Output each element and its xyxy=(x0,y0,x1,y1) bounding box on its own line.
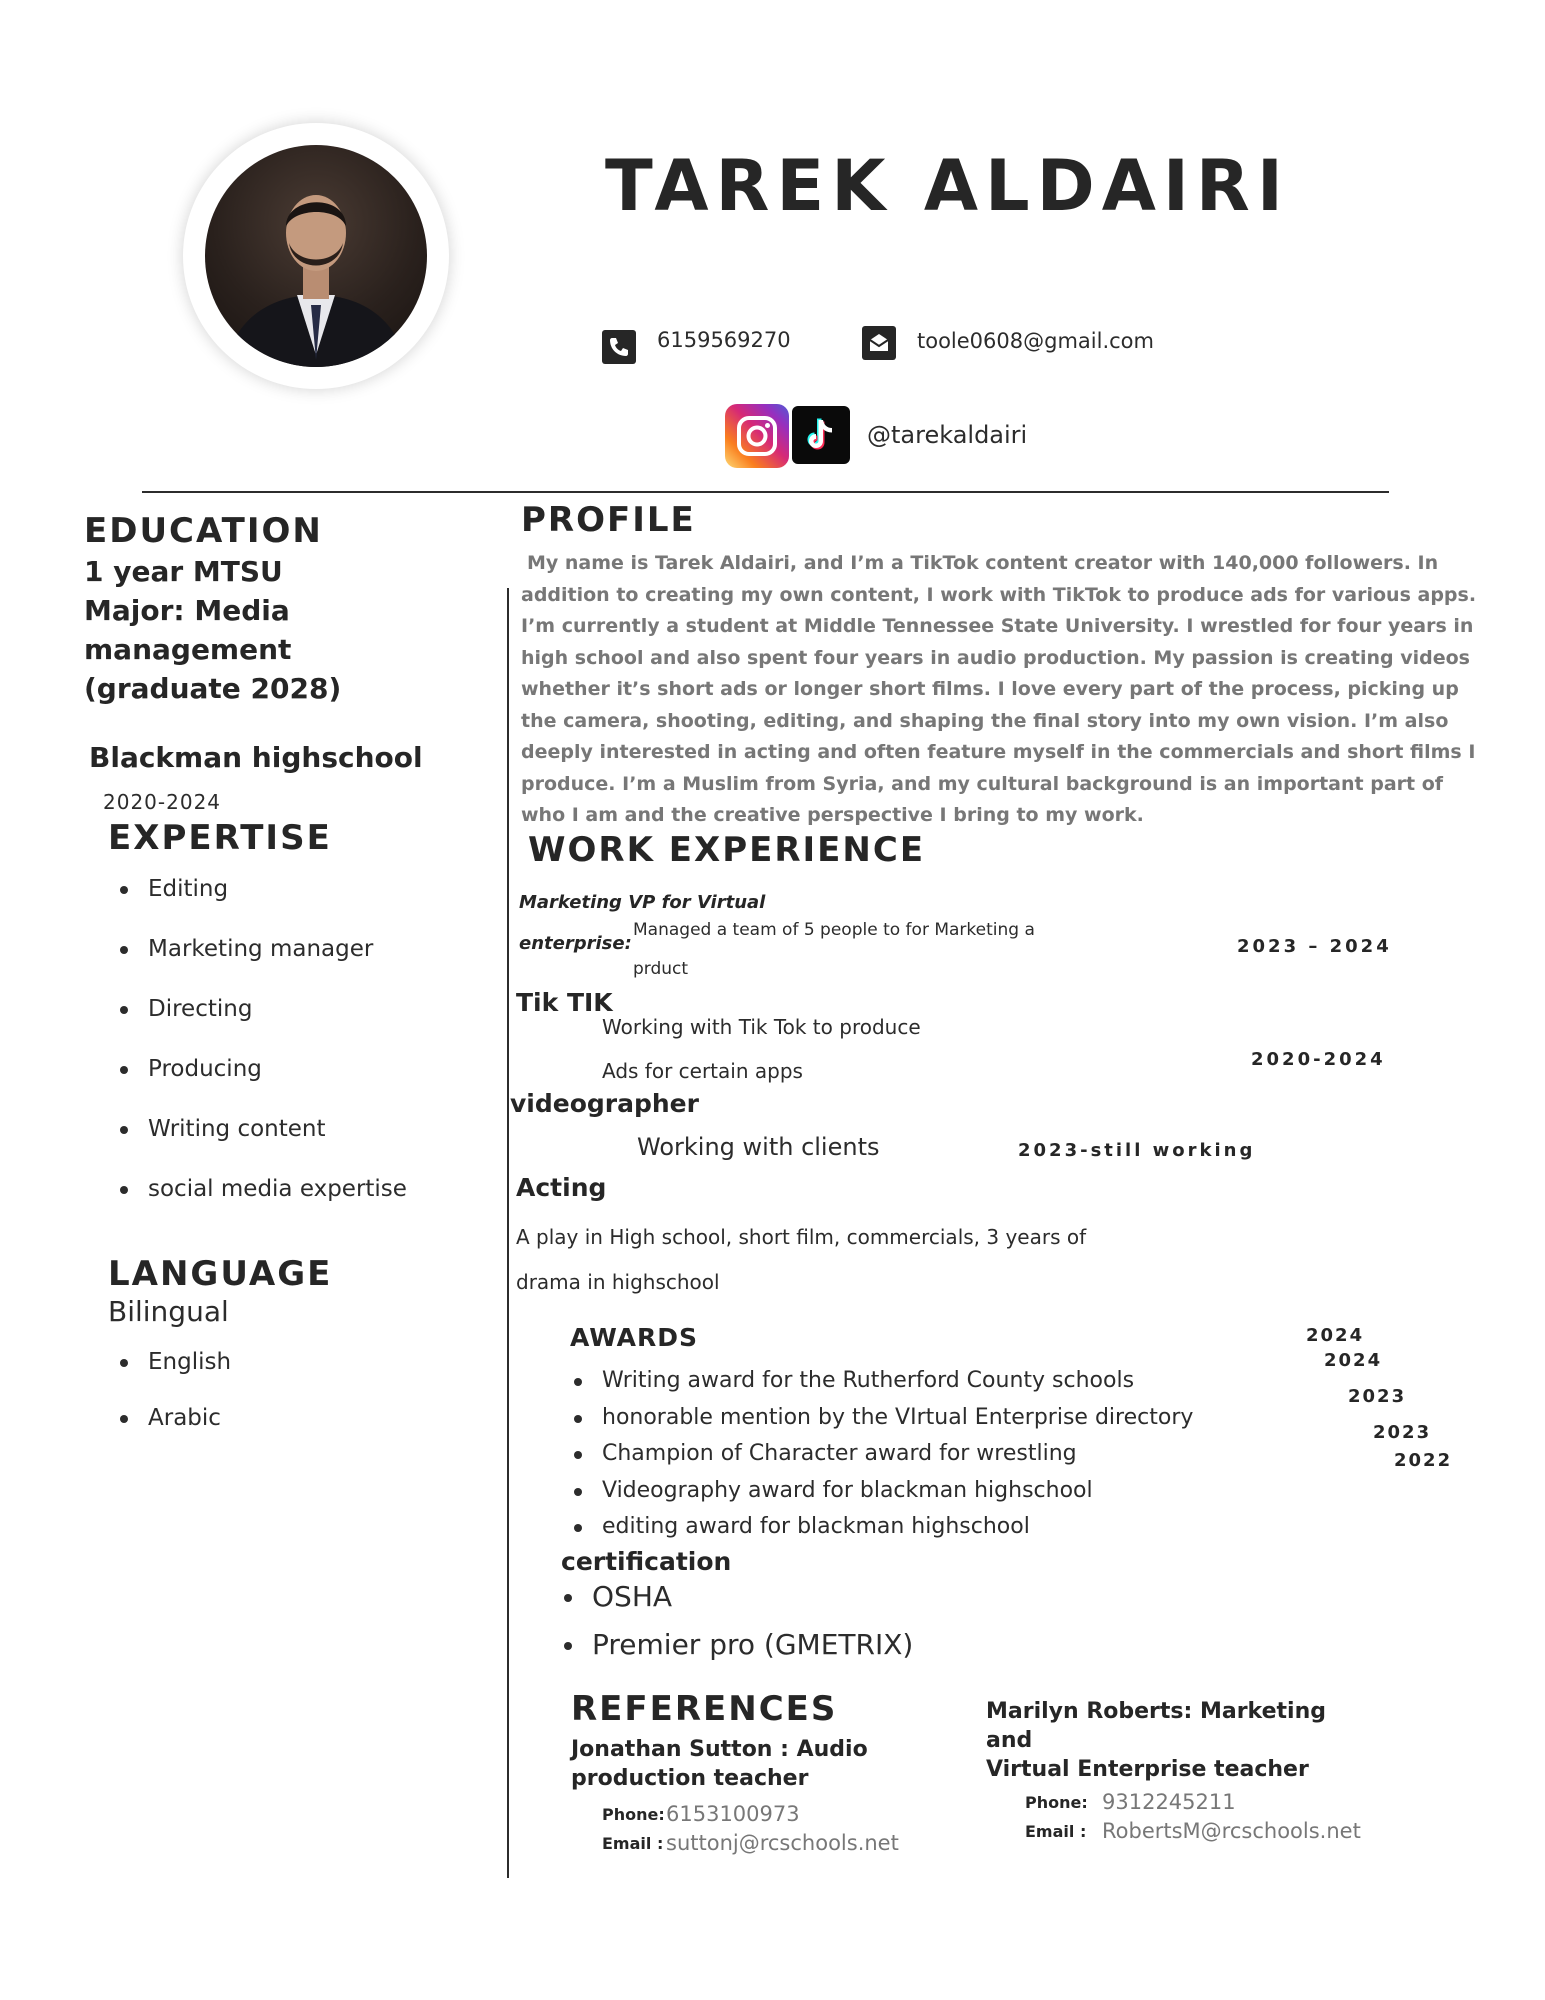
language-heading: LANGUAGE xyxy=(108,1254,333,1294)
job-description: Working with Tik Tok to produce xyxy=(602,1015,921,1039)
education-line: management xyxy=(84,633,292,666)
list-item: social media expertise xyxy=(118,1175,407,1235)
job-dates: 2023-still working xyxy=(1018,1140,1256,1161)
list-item: Writing content xyxy=(118,1115,407,1175)
job-description: Ads for certain apps xyxy=(602,1059,803,1083)
list-item: editing award for blackman highschool xyxy=(572,1513,1193,1550)
reference-name: Jonathan Sutton : Audio xyxy=(571,1737,868,1762)
reference-2 xyxy=(986,1697,1366,1784)
list-item: Arabic xyxy=(118,1404,231,1460)
job-title: videographer xyxy=(510,1089,699,1118)
education-details xyxy=(84,552,404,708)
list-item: Editing xyxy=(118,875,407,935)
job-dates: 2023 – 2024 xyxy=(1237,936,1392,957)
award-year: 2024 xyxy=(1306,1325,1365,1346)
profile-heading: PROFILE xyxy=(521,500,696,540)
profile-summary: My name is Tarek Aldairi, and I’m a TikTok content creator with 140,000 followers. In addition to creating my own content, I work with TikTok to produce ads for various apps. I’m currently a student at Middle Tennessee State University. I wrestled for four years in high school and also spent four years in audio production. My passion is creating videos whether it’s short ads or longer short films. I love every part of the process, picking up the camera, shooting, editing, and shaping the final story into my own vision. I’m also deeply interested in acting and often feature myself in the commercials and short films I produce. I’m a Muslim from Syria, and my cultural background is an important part of who I am and the creative perspective I bring to my work. xyxy=(521,552,1477,826)
job-description: A play in High school, short film, commercials, 3 years of xyxy=(516,1225,1087,1249)
list-item: Videography award for blackman highschool xyxy=(572,1477,1193,1514)
award-year: 2022 xyxy=(1394,1450,1453,1471)
social-handle[interactable]: @tarekaldairi xyxy=(867,421,1028,449)
reference-phone[interactable]: 9312245211 xyxy=(1102,1790,1236,1814)
reference-name: Marilyn Roberts: Marketing and xyxy=(986,1699,1326,1753)
language-list xyxy=(118,1348,231,1460)
certification-list xyxy=(562,1580,913,1676)
instagram-icon[interactable] xyxy=(725,404,789,468)
list-item: Premier pro (GMETRIX) xyxy=(562,1628,913,1676)
email-address[interactable]: toole0608@gmail.com xyxy=(917,329,1154,353)
profile-photo xyxy=(205,145,427,367)
tiktok-icon[interactable] xyxy=(792,406,850,464)
education-line: Major: Media xyxy=(84,594,290,627)
list-item: Champion of Character award for wrestling xyxy=(572,1440,1193,1477)
reference-email[interactable]: suttonj@rcschools.net xyxy=(666,1831,899,1855)
phone-label: Phone: xyxy=(1025,1793,1088,1812)
work-heading: WORK EXPERIENCE xyxy=(528,830,926,870)
award-year: 2023 xyxy=(1348,1386,1407,1407)
job-description: Working with clients xyxy=(637,1133,880,1161)
phone-number[interactable]: 6159569270 xyxy=(657,328,791,352)
job-description: drama in highschool xyxy=(516,1270,720,1294)
education-line: 1 year MTSU xyxy=(84,555,283,588)
reference-email[interactable]: RobertsM@rcschools.net xyxy=(1102,1819,1361,1843)
job-dates: 2020-2024 xyxy=(1251,1049,1386,1070)
references-heading: REFERENCES xyxy=(571,1689,838,1729)
reference-phone[interactable]: 6153100973 xyxy=(666,1802,800,1826)
awards-list xyxy=(572,1367,1193,1550)
certification-heading: certification xyxy=(561,1547,732,1576)
list-item: Writing award for the Rutherford County schools xyxy=(572,1367,1193,1404)
education-line: (graduate 2028) xyxy=(84,672,342,705)
job-description: Managed a team of 5 people to for Marketing a xyxy=(633,920,1035,940)
language-subtitle: Bilingual xyxy=(108,1295,229,1328)
header-divider xyxy=(142,491,1389,493)
reference-1 xyxy=(571,1735,901,1793)
list-item: Producing xyxy=(118,1055,407,1115)
expertise-list xyxy=(118,875,407,1235)
list-item: Marketing manager xyxy=(118,935,407,995)
list-item: English xyxy=(118,1348,231,1404)
reference-role: production teacher xyxy=(571,1766,809,1791)
phone-label: Phone: xyxy=(602,1805,665,1824)
reference-role: Virtual Enterprise teacher xyxy=(986,1757,1309,1782)
job-title: Marketing VP for Virtual xyxy=(519,892,766,913)
school-name: Blackman highschool xyxy=(89,741,423,774)
job-title: enterprise: xyxy=(519,933,632,954)
avatar xyxy=(205,145,427,367)
mail-icon xyxy=(862,326,896,360)
email-label: Email : xyxy=(602,1834,664,1853)
candidate-name: TAREK ALDAIRI xyxy=(605,145,1290,227)
award-year: 2024 xyxy=(1324,1350,1383,1371)
job-title: Acting xyxy=(516,1173,607,1202)
job-title: Tik TIK xyxy=(516,988,613,1017)
education-heading: EDUCATION xyxy=(84,511,323,551)
school-years: 2020-2024 xyxy=(103,790,222,814)
awards-heading: AWARDS xyxy=(570,1323,699,1352)
job-description: prduct xyxy=(633,959,689,979)
email-label: Email : xyxy=(1025,1822,1087,1841)
expertise-heading: EXPERTISE xyxy=(108,818,332,858)
phone-icon xyxy=(602,330,636,364)
list-item: Directing xyxy=(118,995,407,1055)
list-item: honorable mention by the VIrtual Enterprise directory xyxy=(572,1404,1193,1441)
column-divider xyxy=(507,588,509,1878)
award-year: 2023 xyxy=(1373,1422,1432,1443)
list-item: OSHA xyxy=(562,1580,913,1628)
